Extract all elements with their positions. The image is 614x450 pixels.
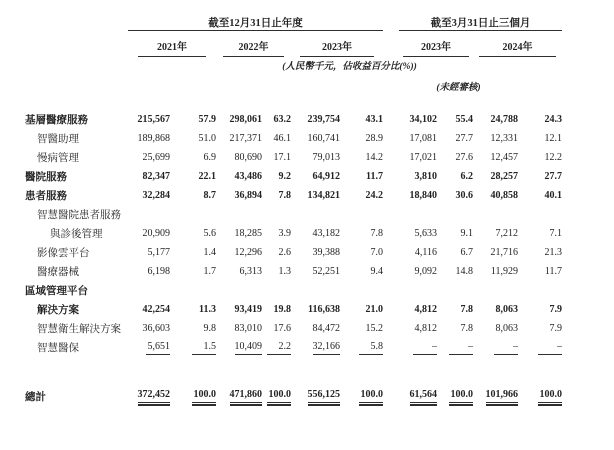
- percent-cell: 14.2: [365, 152, 383, 163]
- percent-cell: 9.2: [278, 171, 291, 182]
- percent-cell: 5.8: [340, 338, 383, 357]
- row-label: 慢病管理: [37, 153, 79, 164]
- value-cell: [473, 281, 518, 300]
- percent-cell: 7.8: [278, 190, 291, 201]
- table-row: [0, 186, 562, 205]
- value-cell: 160,741: [307, 133, 340, 144]
- percent-cell: 6.9: [203, 152, 216, 163]
- period-gap: [383, 129, 399, 148]
- row-label: 智慧醫保: [37, 343, 79, 354]
- value-cell: 43,182: [312, 228, 340, 239]
- percent-cell: 9.8: [203, 323, 216, 334]
- percent-cell: 21.0: [365, 304, 383, 315]
- percent-cell: [437, 205, 473, 224]
- percent-cell: 21.3: [544, 247, 562, 258]
- value-cell: 6,313: [239, 266, 262, 277]
- table-body: [0, 110, 562, 407]
- percent-cell: 15.2: [365, 323, 383, 334]
- value-cell: 10,409: [216, 338, 262, 357]
- value-cell: 61,564: [399, 385, 437, 407]
- table-row: [0, 224, 562, 243]
- row-label: 智慧醫院患者服務: [37, 210, 121, 221]
- table-row: [0, 110, 562, 129]
- row-label: 智慧衛生解決方案: [37, 324, 121, 335]
- percent-cell: 100.0: [262, 385, 291, 407]
- percent-cell: 1.7: [203, 266, 216, 277]
- percent-cell: 1.3: [278, 266, 291, 277]
- value-cell: 8,063: [495, 304, 518, 315]
- period-gap: [383, 205, 399, 224]
- value-cell: 4,116: [414, 247, 437, 258]
- value-cell: 134,821: [307, 190, 340, 201]
- table-row: [0, 243, 562, 262]
- value-cell: 32,284: [142, 190, 170, 201]
- year-column-header-2021: 2021年: [128, 31, 216, 58]
- spacer-row: [0, 357, 562, 385]
- currency-note-row: [0, 57, 562, 72]
- value-cell: 39,388: [312, 247, 340, 258]
- value-cell: 18,840: [409, 190, 437, 201]
- percent-cell: 51.0: [198, 133, 216, 144]
- table-row: [0, 148, 562, 167]
- value-cell: 4,812: [414, 304, 437, 315]
- period-gap: [383, 300, 399, 319]
- value-cell: 28,257: [490, 171, 518, 182]
- row-label: 區域管理平台: [25, 286, 88, 297]
- value-cell: 4,812: [414, 323, 437, 334]
- value-cell: 36,603: [142, 323, 170, 334]
- percent-cell: 11.3: [199, 304, 216, 315]
- value-cell: 83,010: [234, 323, 262, 334]
- value-cell: 11,929: [490, 266, 518, 277]
- value-cell: 298,061: [229, 114, 262, 125]
- percent-cell: 24.2: [365, 190, 383, 201]
- label-column-spacer: [0, 8, 128, 31]
- value-cell: 101,966: [473, 385, 518, 407]
- percent-cell: 1.4: [203, 247, 216, 258]
- value-cell: 40,858: [490, 190, 518, 201]
- percent-cell: 27.6: [455, 152, 473, 163]
- percent-cell: 14.8: [455, 266, 473, 277]
- value-cell: [399, 205, 437, 224]
- percent-cell: 11.7: [366, 171, 383, 182]
- value-cell: 9,092: [414, 266, 437, 277]
- period-gap: [383, 319, 399, 338]
- quarter-column-header-2024: 2024年: [473, 31, 562, 58]
- value-cell: 43,486: [234, 171, 262, 182]
- percent-cell: [262, 205, 291, 224]
- period-gap: [383, 186, 399, 205]
- value-cell: 20,909: [142, 228, 170, 239]
- value-cell: 116,638: [308, 304, 340, 315]
- percent-cell: [170, 205, 216, 224]
- percent-cell: [518, 281, 562, 300]
- value-cell: 17,081: [409, 133, 437, 144]
- year-column-header-2022: 2022年: [216, 31, 291, 58]
- percent-cell: 2.2: [262, 338, 291, 357]
- value-cell: 21,716: [490, 247, 518, 258]
- value-cell: 84,472: [312, 323, 340, 334]
- table-row: [0, 205, 562, 224]
- percent-cell: 46.1: [273, 133, 291, 144]
- value-cell: 42,254: [142, 304, 170, 315]
- percent-cell: 12.1: [544, 133, 562, 144]
- period-gap: [383, 224, 399, 243]
- period-gap: [383, 110, 399, 129]
- currency-note: (人民幣千元，佔收益百分比(%)): [282, 62, 417, 72]
- row-label: 影像雲平台: [37, 248, 90, 259]
- percent-cell: 28.9: [365, 133, 383, 144]
- table-row: [0, 338, 562, 357]
- percent-cell: –: [518, 338, 562, 357]
- period-gap: [383, 8, 399, 31]
- percent-cell: 12.2: [544, 152, 562, 163]
- period-gap: [383, 281, 399, 300]
- value-cell: 18,285: [234, 228, 262, 239]
- percent-cell: 6.7: [460, 247, 473, 258]
- percent-cell: 57.9: [198, 114, 216, 125]
- value-cell: 372,452: [128, 385, 170, 407]
- value-cell: 12,457: [490, 152, 518, 163]
- value-cell: 32,166: [291, 338, 340, 357]
- percent-cell: 7.9: [549, 323, 562, 334]
- percent-cell: 1.5: [170, 338, 216, 357]
- percent-cell: 7.1: [549, 228, 562, 239]
- unaudited-note-row: [0, 72, 562, 93]
- period-gap: [383, 31, 399, 58]
- value-cell: [399, 281, 437, 300]
- value-cell: 80,690: [234, 152, 262, 163]
- percent-cell: –: [437, 338, 473, 357]
- period-gap: [383, 243, 399, 262]
- prospectus-page: [0, 8, 614, 450]
- value-cell: [128, 281, 170, 300]
- value-cell: 82,347: [142, 171, 170, 182]
- row-label: 總計: [25, 391, 46, 403]
- percent-cell: 2.6: [278, 247, 291, 258]
- label-column-spacer: [0, 31, 128, 58]
- table-row: [0, 129, 562, 148]
- value-cell: 52,251: [312, 266, 340, 277]
- value-cell: 36,894: [234, 190, 262, 201]
- percent-cell: 100.0: [437, 385, 473, 407]
- percent-cell: 17.6: [273, 323, 291, 334]
- percent-cell: 24.3: [544, 114, 562, 125]
- percent-cell: 7.0: [370, 247, 383, 258]
- value-cell: [216, 281, 262, 300]
- value-cell: 12,331: [490, 133, 518, 144]
- value-cell: 79,013: [312, 152, 340, 163]
- value-cell: 24,788: [490, 114, 518, 125]
- percent-cell: 100.0: [340, 385, 383, 407]
- value-cell: [291, 281, 340, 300]
- percent-cell: [437, 281, 473, 300]
- period-gap: [383, 385, 399, 407]
- value-cell: 64,912: [312, 171, 340, 182]
- period-gap: [383, 262, 399, 281]
- quarter-column-header-2023: 2023年: [399, 31, 473, 58]
- value-cell: 34,102: [409, 114, 437, 125]
- value-cell: 7,212: [495, 228, 518, 239]
- period-annual-header: 截至12月31日止年度: [128, 8, 383, 31]
- period-gap: [383, 167, 399, 186]
- value-cell: 5,177: [147, 247, 170, 258]
- row-label: 與診後管理: [50, 229, 103, 240]
- percent-cell: 30.6: [455, 190, 473, 201]
- percent-cell: [518, 205, 562, 224]
- row-label: 患者服務: [25, 191, 67, 202]
- period-quarterly-header: 截至3月31日止三個月: [399, 8, 562, 31]
- value-cell: 5,633: [414, 228, 437, 239]
- percent-cell: 7.8: [460, 323, 473, 334]
- percent-cell: 6.2: [460, 171, 473, 182]
- period-gap: [383, 338, 399, 357]
- year-header-row: [0, 31, 562, 58]
- row-label: 醫院服務: [25, 172, 67, 183]
- value-cell: 556,125: [291, 385, 340, 407]
- value-cell: [128, 205, 170, 224]
- value-cell: [216, 205, 262, 224]
- value-cell: –: [399, 338, 437, 357]
- period-gap: [383, 148, 399, 167]
- value-cell: [473, 205, 518, 224]
- percent-cell: 9.4: [370, 266, 383, 277]
- percent-cell: 17.1: [273, 152, 291, 163]
- percent-cell: [340, 205, 383, 224]
- value-cell: 25,699: [142, 152, 170, 163]
- table-row: [0, 300, 562, 319]
- value-cell: 239,754: [307, 114, 340, 125]
- percent-cell: 19.8: [273, 304, 291, 315]
- percent-cell: 27.7: [455, 133, 473, 144]
- revenue-breakdown-table: [0, 8, 562, 407]
- percent-cell: [262, 281, 291, 300]
- value-cell: 17,021: [409, 152, 437, 163]
- value-cell: 5,651: [128, 338, 170, 357]
- unaudited-note: (未經審核): [436, 83, 481, 93]
- table-row: [0, 167, 562, 186]
- percent-cell: [340, 281, 383, 300]
- table-row: [0, 319, 562, 338]
- value-cell: 8,063: [495, 323, 518, 334]
- value-cell: 215,567: [137, 114, 170, 125]
- percent-cell: 7.8: [460, 304, 473, 315]
- percent-cell: 27.7: [544, 171, 562, 182]
- percent-cell: 5.6: [203, 228, 216, 239]
- table-row: [0, 281, 562, 300]
- row-label: 智醫助理: [37, 134, 79, 145]
- percent-cell: 8.7: [203, 190, 216, 201]
- value-cell: 6,198: [147, 266, 170, 277]
- percent-cell: 100.0: [518, 385, 562, 407]
- percent-cell: 7.8: [370, 228, 383, 239]
- total-row: [0, 385, 562, 407]
- row-label: 醫療器械: [37, 267, 79, 278]
- value-cell: 189,868: [137, 133, 170, 144]
- value-cell: 3,810: [414, 171, 437, 182]
- row-label: 基層醫療服務: [25, 115, 88, 126]
- value-cell: –: [473, 338, 518, 357]
- period-header-row: [0, 8, 562, 31]
- percent-cell: 40.1: [544, 190, 562, 201]
- table-row: [0, 262, 562, 281]
- percent-cell: 100.0: [170, 385, 216, 407]
- percent-cell: 63.2: [273, 114, 291, 125]
- percent-cell: 11.7: [544, 266, 562, 277]
- year-column-header-2023: 2023年: [291, 31, 383, 58]
- percent-cell: 7.9: [549, 304, 562, 315]
- value-cell: 93,419: [234, 304, 262, 315]
- percent-cell: [170, 281, 216, 300]
- percent-cell: 55.4: [455, 114, 473, 125]
- value-cell: 471,860: [216, 385, 262, 407]
- percent-cell: 3.9: [278, 228, 291, 239]
- value-cell: 217,371: [229, 133, 262, 144]
- percent-cell: 43.1: [365, 114, 383, 125]
- percent-cell: 9.1: [460, 228, 473, 239]
- percent-cell: 22.1: [198, 171, 216, 182]
- value-cell: [291, 205, 340, 224]
- header-gap-row: [0, 93, 562, 110]
- value-cell: 12,296: [234, 247, 262, 258]
- row-label: 解決方案: [37, 305, 79, 316]
